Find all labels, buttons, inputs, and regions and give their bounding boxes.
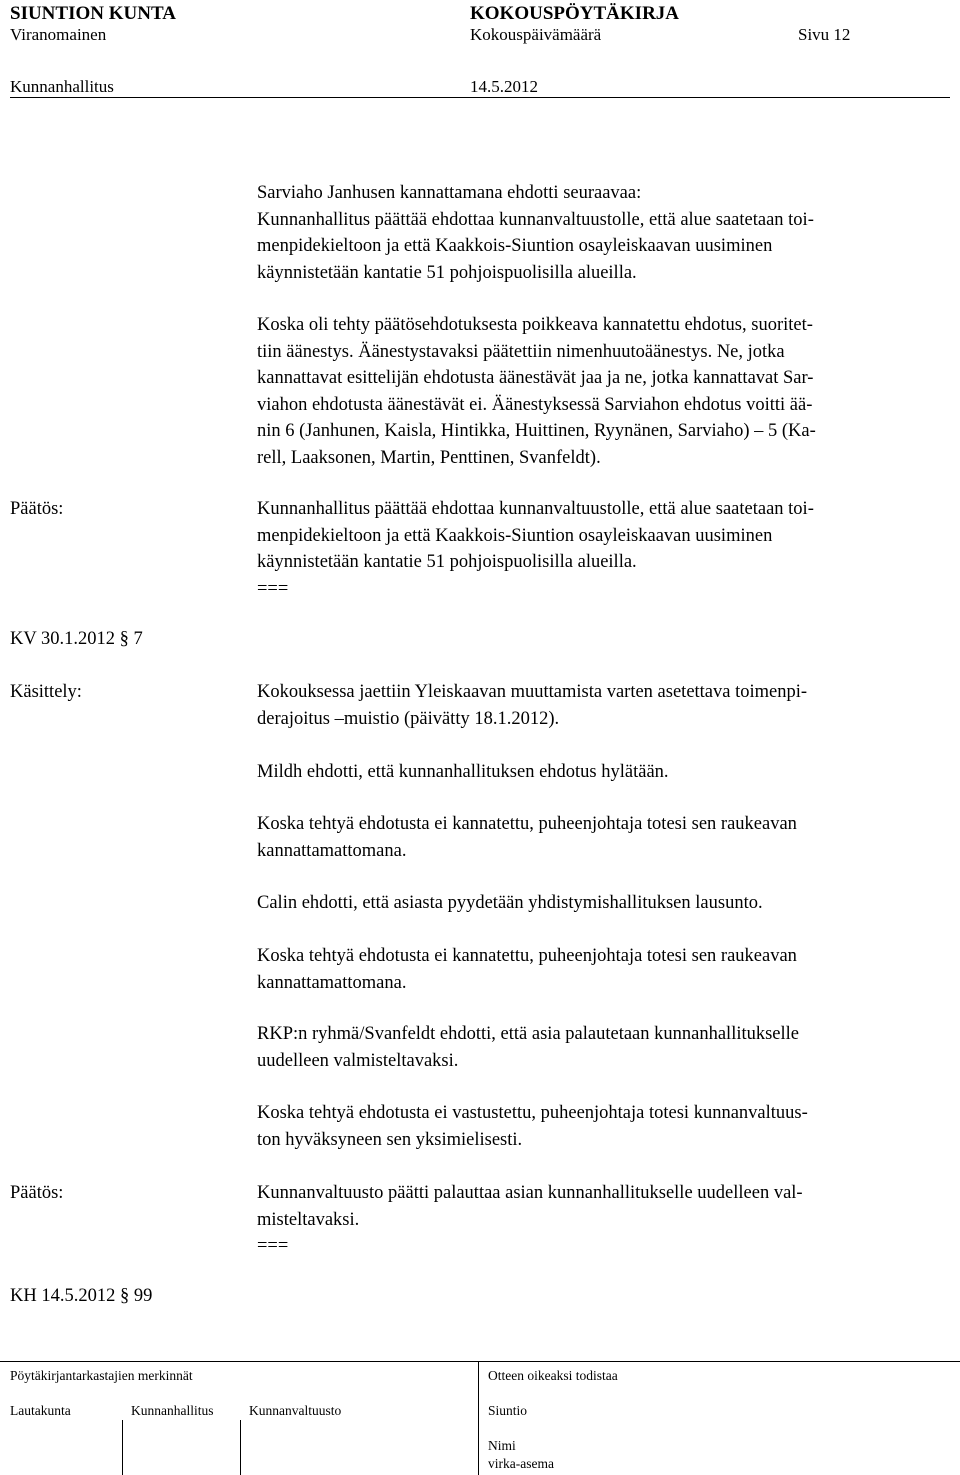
section-ref: KH 14.5.2012 § 99 [10,1286,153,1306]
text-line: kannattavat esittelijän ehdotusta äänestävät jaa ja ne, jotka kannattavat Sar- [257,368,814,388]
header-rule [10,97,950,98]
decision-text [257,1180,947,1260]
text-line: uudelleen valmisteltavaksi. [257,1050,459,1071]
text-line: rell, Laaksonen, Martin, Penttinen, Svanfeldt). [257,447,601,468]
text-line: Calin ehdotti, että asiasta pyydetään yhdistymishallituksen lausunto. [257,893,763,913]
text-line: misteltavaksi. [257,1209,360,1230]
handling-text [257,679,947,732]
text-line: Koska oli tehty päätösehdotuksesta poikkeava kannatettu ehdotus, suoritet- [257,315,813,335]
end-mark: === [257,1236,289,1256]
text-line: Sarviaho Janhusen kannattamana ehdotti seuraavaa: [257,183,642,203]
footer-left-title: Pöytäkirjantarkastajien merkinnät [10,1368,193,1383]
text-line: Kunnanvaltuusto päätti palauttaa asian kunnanhallitukselle uudelleen val- [257,1183,803,1203]
text-line: RKP:n ryhmä/Svanfeldt ehdotti, että asia palautetaan kunnanhallitukselle [257,1024,800,1044]
footer-col-kunnanhallitus: Kunnanhallitus [131,1403,214,1418]
footer-col-divider [122,1420,123,1475]
doc-type: KOKOUSPÖYTÄKIRJA [470,3,680,24]
decision-label: Päätös: [10,499,64,519]
paragraph [257,759,947,786]
text-line: derajoitus –muistio (päivätty 18.1.2012). [257,708,560,729]
paragraph [257,943,947,996]
text-line: Mildh ehdotti, että kunnanhallituksen ehdotus hylätään. [257,762,669,782]
footer-divider [478,1361,479,1475]
proposal-text [257,180,947,286]
authority-value: Kunnanhallitus [10,77,114,96]
footer-title: virka-asema [488,1456,554,1471]
decision-text [257,496,947,602]
text-line: käynnistetään kantatie 51 pohjoispuolisilla alueilla. [257,552,637,572]
footer-col-divider [240,1420,241,1475]
text-line: Koska tehtyä ehdotusta ei kannatettu, puheenjohtaja totesi sen raukeavan [257,946,797,966]
footer-rule [0,1361,960,1362]
footer-right-title: Otteen oikeaksi todistaa [488,1368,618,1383]
text-line: tiin äänestys. Äänestystavaksi päätettiin nimenhuutoäänestys. Ne, jotka [257,341,785,362]
text-line: menpidekieltoon ja että Kaakkois-Siuntion osayleiskaavan uusiminen [257,236,773,256]
text-line: Kunnanhallitus päättää ehdottaa kunnanvaltuustolle, että alue saatetaan toi- [257,499,814,519]
vote-text [257,312,947,471]
text-line: menpidekieltoon ja että Kaakkois-Siuntion osayleiskaavan uusiminen [257,525,773,546]
text-line: viahon ehdotusta äänestävät ei. Äänestyksessä Sarviahon ehdotus voitti ää- [257,394,813,415]
page-number: Sivu 12 [798,25,851,44]
paragraph [257,1021,947,1074]
text-line: Kokouksessa jaettiin Yleiskaavan muuttamista varten asetettava toimenpi- [257,682,808,702]
paragraph [257,811,947,864]
text-line: kannattamattomana. [257,840,407,861]
section-ref: KV 30.1.2012 § 7 [10,629,143,649]
authority-label: Viranomainen [10,25,107,44]
text-line: käynnistetään kantatie 51 pohjoispuolisilla alueilla. [257,262,637,283]
handling-label: Käsittely: [10,682,82,702]
paragraph [257,1100,947,1153]
footer-col-lautakunta: Lautakunta [10,1403,71,1418]
date-label: Kokouspäivämäärä [470,25,602,44]
footer-place: Siuntio [488,1403,528,1418]
footer-name: Nimi [488,1438,516,1453]
text-line: nin 6 (Janhunen, Kaisla, Hintikka, Huittinen, Ryynänen, Sarviaho) – 5 (Ka- [257,421,816,441]
paragraph [257,890,947,917]
footer-col-kunnanvaltuusto: Kunnanvaltuusto [249,1403,342,1418]
end-mark: === [257,578,289,599]
decision-label: Päätös: [10,1183,64,1203]
text-line: Koska tehtyä ehdotusta ei kannatettu, puheenjohtaja totesi sen raukeavan [257,814,797,834]
text-line: Kunnanhallitus päättää ehdottaa kunnanvaltuustolle, että alue saatetaan toi- [257,209,814,230]
text-line: kannattamattomana. [257,972,407,993]
text-line: Koska tehtyä ehdotusta ei vastustettu, puheenjohtaja totesi kunnanvaltuus- [257,1103,808,1123]
date-value: 14.5.2012 [470,77,538,96]
org-name: SIUNTION KUNTA [10,3,176,24]
text-line: ton hyväksyneen sen yksimielisesti. [257,1129,523,1150]
